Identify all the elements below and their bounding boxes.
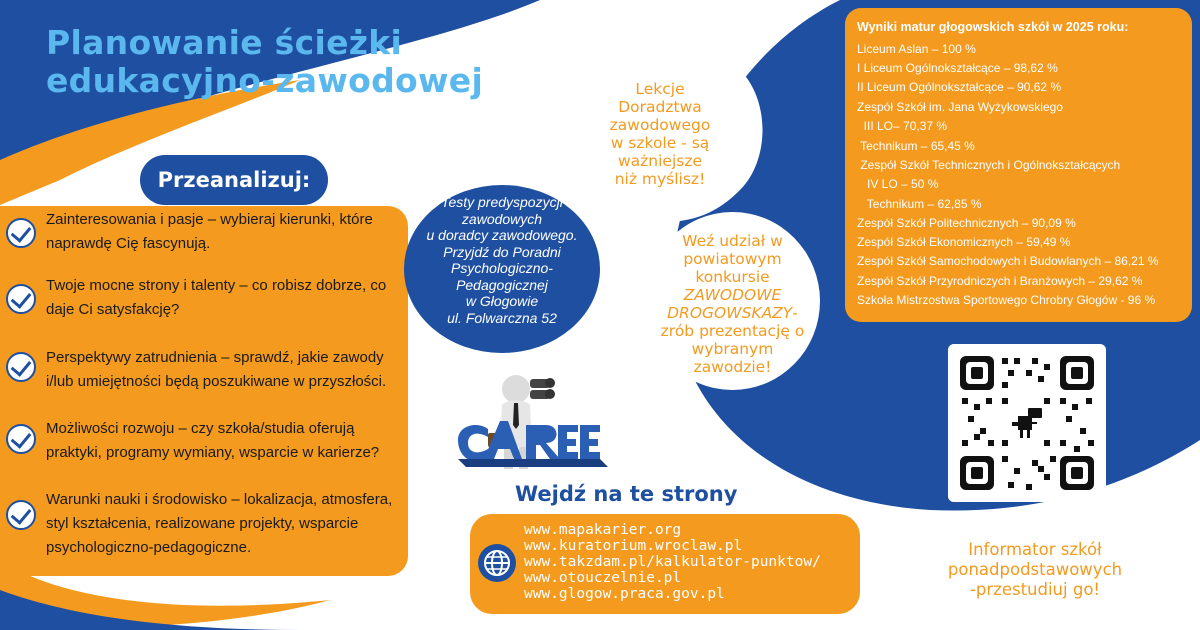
page-title: Planowanie ścieżki edukacyjno-zawodowej (46, 23, 484, 100)
informator-text: Informator szkół ponadpodstawowych -przestudiuj go! (947, 540, 1123, 599)
result-line: IV LO – 50 % (857, 177, 939, 191)
result-line: Szkoła Mistrzostwa Sportowego Chrobry Głogów - 96 % (857, 293, 1156, 307)
check-icon (6, 352, 36, 382)
check-icon (6, 284, 36, 314)
exam-results-title: Wyniki matur głogowskich szkół w 2025 roku: (857, 20, 1129, 34)
result-line: II Liceum Ogólnokształcące – 90,62 % (857, 80, 1062, 94)
result-line: Zespół Szkół Ekonomicznych – 59,49 % (857, 235, 1071, 249)
link-mapakarier[interactable]: www.mapakarier.org (524, 522, 682, 538)
result-line: Zespół Szkół Przyrodniczych i Branżowych – 29,62 % (857, 274, 1143, 288)
contest-bubble-text (655, 232, 810, 376)
result-line: Technikum – 62,85 % (857, 197, 982, 211)
criteria-item-interests: Zainteresowania i pasje – wybieraj kierunki, które naprawdę Cię fascynują. (46, 211, 373, 252)
contest-outro: - zrób prezentację o wybranym zawodzie! (660, 304, 805, 376)
result-line: Liceum Aslan – 100 % (857, 42, 976, 56)
check-icon (6, 500, 36, 530)
result-line: Technikum – 65,45 % (857, 139, 975, 153)
qr-code[interactable] (948, 344, 1106, 502)
check-icon (6, 218, 36, 248)
criteria-item-employment: Perspektywy zatrudnienia – sprawdź, jakie zawody i/lub umiejętności będą poszukiwane w przyszłości. (46, 349, 387, 390)
analyze-label: Przeanalizuj: (140, 155, 328, 205)
criteria-item-strengths: Twoje mocne strony i talenty – co robisz dobrze, co daje Ci satysfakcję? (46, 277, 387, 318)
contest-name: ZAWODOWE DROGOWSKAZY (667, 286, 793, 322)
result-line: III LO– 70,37 % (857, 119, 948, 133)
tests-bubble-text: Testy predyspozycji zawodowych u doradcy zawodowego. Przyjdź do Poradni Psychologiczno- Pedagogicznej w Głogowie ul. Folwarczna 52 (426, 194, 578, 326)
link-kuratorium[interactable]: www.kuratorium.wroclaw.pl (524, 538, 743, 554)
criteria-item-conditions: Warunki nauki i środowisko – lokalizacja, atmosfera, styl kształcenia, realizowane projekty, wsparcie psychologiczno-pedagogiczne. (46, 491, 393, 556)
globe-icon (477, 543, 517, 583)
lessons-bubble-text: Lekcje Doradztwa zawodowego w szkole - są ważniejsze niż myślisz! (609, 80, 711, 188)
result-line: Zespół Szkół Politechnicznych – 90,09 % (857, 216, 1076, 230)
links-heading: Wejdź na te strony (515, 482, 738, 506)
career-illustration (448, 355, 613, 480)
result-line: I Liceum Ogólnokształcące – 98,62 % (857, 61, 1058, 75)
link-takzdam[interactable]: www.takzdam.pl/kalkulator-punktow/ (524, 554, 821, 570)
result-line: Zespół Szkół Samochodowych i Budowlanych – 86,21 % (857, 254, 1159, 268)
criteria-item-development: Możliwości rozwoju – czy szkoła/studia oferują praktyki, programy wymiany, wsparcie w karierze? (46, 420, 380, 461)
check-icon (6, 424, 36, 454)
result-line: Zespół Szkół Technicznych i Ogólnokształcących (857, 158, 1121, 172)
contest-intro: Weź udział w powiatowym konkursie (682, 232, 783, 286)
link-otouczelnie[interactable]: www.otouczelnie.pl (524, 570, 682, 586)
result-line: Zespół Szkół im. Jana Wyżykowskiego (857, 100, 1063, 114)
link-glogow-praca[interactable]: www.glogow.praca.gov.pl (524, 586, 725, 602)
